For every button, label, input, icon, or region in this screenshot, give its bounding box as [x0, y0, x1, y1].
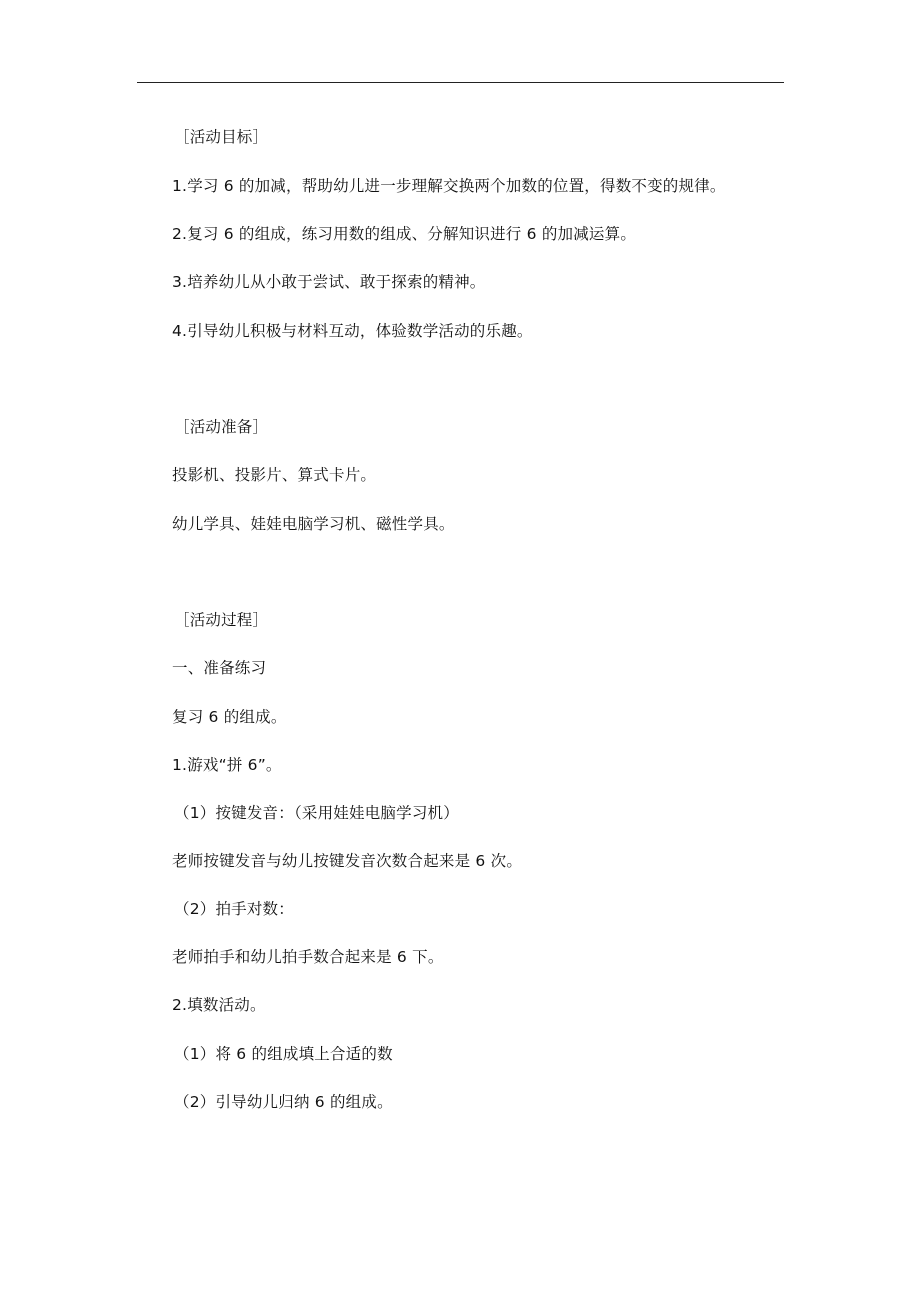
process-line-4: （1）按键发音：（采用娃娃电脑学习机）: [174, 804, 459, 822]
goal-item-2: 2.复习 6 的组成，练习用数的组成、分解知识进行 6 的加减运算。: [172, 225, 637, 243]
process-line-8: 2.填数活动。: [172, 996, 266, 1014]
goals-heading: ［活动目标］: [174, 128, 269, 146]
goal-item-4: 4.引导幼儿积极与材料互动，体验数学活动的乐趣。: [172, 322, 533, 340]
process-line-10: （2）引导幼儿归纳 6 的组成。: [174, 1093, 393, 1111]
process-line-3: 1.游戏“拼 6”。: [172, 756, 282, 774]
process-heading: ［活动过程］: [174, 611, 269, 629]
process-line-1: 一、准备练习: [172, 659, 267, 677]
process-line-7: 老师拍手和幼儿拍手数合起来是 6 下。: [172, 948, 444, 966]
process-line-5: 老师按键发音与幼儿按键发音次数合起来是 6 次。: [172, 852, 523, 870]
process-line-9: （1）将 6 的组成填上合适的数: [174, 1045, 393, 1063]
preparation-heading: ［活动准备］: [174, 418, 269, 436]
preparation-item-2: 幼儿学具、娃娃电脑学习机、磁性学具。: [172, 515, 455, 533]
header-rule: [137, 82, 784, 83]
goal-item-3: 3.培养幼儿从小敢于尝试、敢于探索的精神。: [172, 273, 486, 291]
goal-item-1: 1.学习 6 的加减，帮助幼儿进一步理解交换两个加数的位置，得数不变的规律。: [172, 177, 726, 195]
process-line-6: （2）拍手对数：: [174, 900, 294, 918]
preparation-item-1: 投影机、投影片、算式卡片。: [172, 466, 377, 484]
process-line-2: 复习 6 的组成。: [172, 708, 287, 726]
